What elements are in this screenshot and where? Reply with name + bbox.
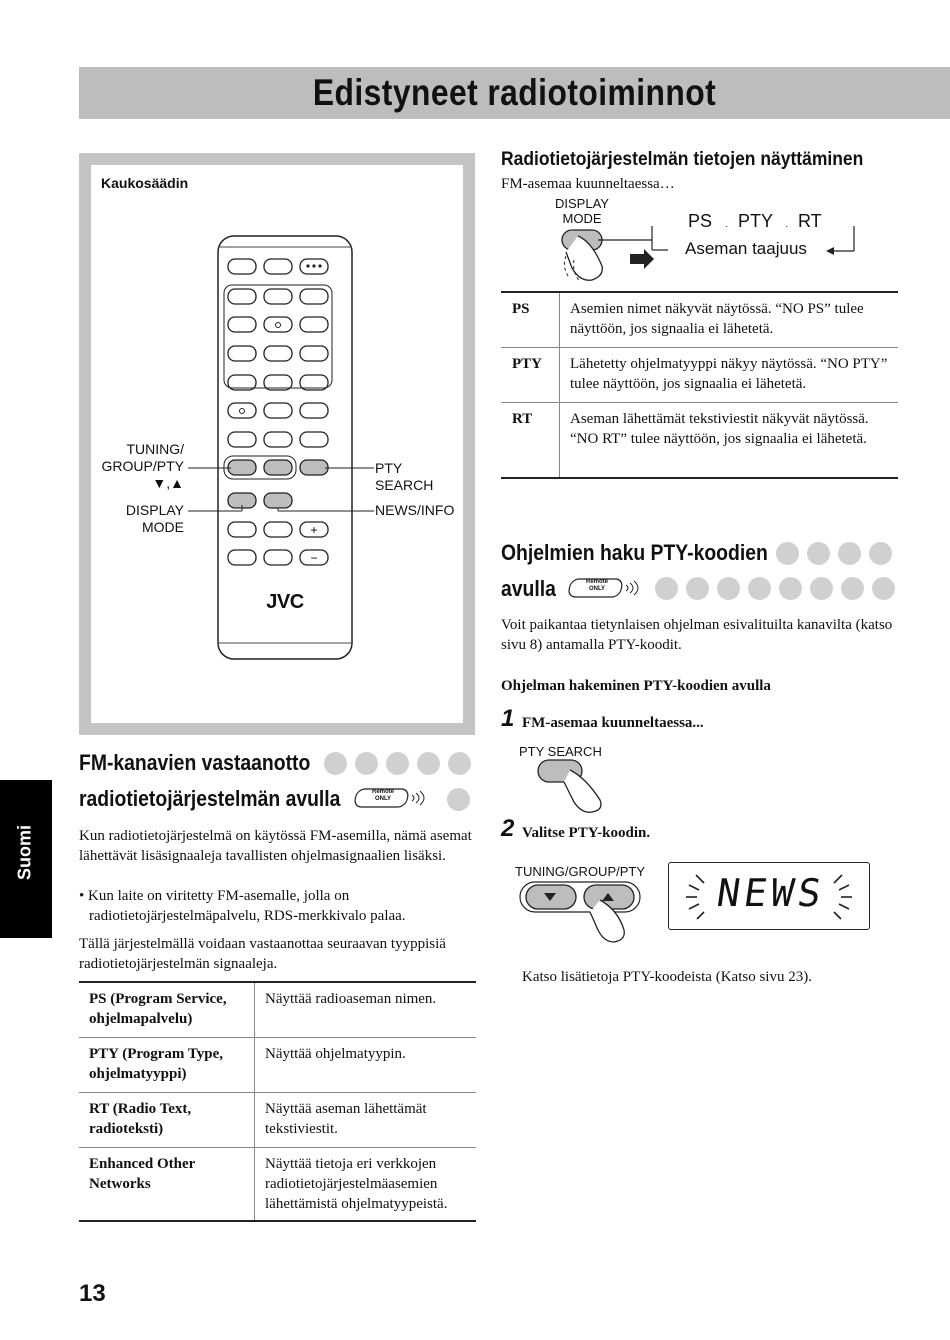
label-news-info: NEWS/INFO [375,502,455,518]
pty-intro: Voit paikantaa tietynlaisen ohjelman esivalituilta kanavilta (katso sivu 8) antamalla PTY-koodit. [501,617,893,653]
fm-paragraph-2: Tällä järjestelmällä voidaan vastaanottaa seuraavan tyyppisiä radiotietojärjestelmän signaaleja. [79,936,446,972]
page-title: Edistyneet radiotoiminnot [312,72,717,113]
lcd-display [668,862,870,930]
fm-table-row: Enhanced Other Networks Näyttää tietoja eri verkkojen radiotietojärjestelmäasemien lähettämistä ohjelmatyypeistä. [89,1156,448,1212]
fm-section-heading-line1: FM-kanavien vastaanotto [79,750,311,775]
display-section-heading: Radiotietojärjestelmän tietojen näyttäminen [501,149,864,170]
arrow-right-icon [630,249,654,269]
fm-heading-dots-1 [324,752,484,780]
fm-section-heading-line2: radiotietojärjestelmän avulla [79,786,341,811]
label-pty-search: PTY SEARCH [375,460,434,493]
flow-pty: PTY [738,211,774,231]
fm-signal-table [79,983,476,1212]
display-table-key: RT [512,411,533,427]
fm-table-row: PS (Program Service, ohjelmapalvelu) Näyttää radioaseman nimen. [89,991,437,1027]
flow-rt: RT [798,211,822,231]
tuning-button-label: TUNING/GROUP/PTY [515,864,646,879]
remote-caption: Kaukosäädin [101,175,189,191]
pty-search-button-label: PTY SEARCH [519,744,602,759]
fm-table-row: RT (Radio Text, radioteksti) Näyttää aseman lähettämät tekstiviestit. [89,1101,427,1137]
step-2-number: 2 [501,815,515,842]
display-section-intro: FM-asemaa kuunneltaessa… [501,176,675,192]
pressing-finger-icon [564,770,601,812]
flow-ps: PS [688,211,713,231]
fm-heading-dots-2 [447,788,478,816]
display-table-key: PS [512,301,530,317]
fm-paragraph-1: Kun radiotietojärjestelmä on käytössä FM-asemilla, nämä asemat lähettävät lisäsignaaleja tavallisten ohjelmasignaalien lisäksi. [79,828,472,864]
page-number: 13 [79,1280,106,1307]
language-tab-label: Suomi [14,825,35,881]
step-2-text: Valitse PTY-koodin. [522,825,651,841]
remote-brand-logo: JVC [266,591,304,613]
fm-table-row: PTY (Program Type, ohjelmatyyppi) Näyttää ohjelmatyypin. [89,1046,406,1082]
svg-text:+: + [310,523,318,537]
page-title-bar [79,67,950,119]
flow-frequency: Aseman taajuus [685,239,807,258]
display-info-table [501,293,898,478]
pty-heading-dots-1 [776,542,950,570]
display-table-bottom-rule [501,477,898,479]
pty-search-button-diagram [530,758,620,814]
fm-bullet: • Kun laite on viritetty FM-asemalle, jolla on radiotietojärjestelmäpalvelu, RDS-merkkivalo palaa. [79,888,406,924]
pty-heading-dots-2 [655,577,950,605]
tuning-buttons-diagram [518,878,648,950]
display-table-desc: Aseman lähettämät tekstiviestit näkyvät näytössä. “NO RT” tulee näyttöön, jos signaalia ei lähetetä. [570,411,869,447]
step-1-number: 1 [501,705,515,732]
display-table-key: PTY [512,356,542,372]
label-tuning: TUNING/ GROUP/PTY ▼,▲ [101,441,184,491]
remote-illustration-box [79,153,475,735]
lcd-text: NEWS [714,871,828,915]
display-table-desc: Asemien nimet näkyvät näytössä. “NO PS” tulee näyttöön, jos signaalia ei lähetetä. [570,301,864,337]
display-mode-button-label: DISPLAY MODE [555,196,609,226]
remote-illustration-inner [91,165,463,723]
fm-table-bottom-rule [79,1220,476,1222]
language-tab [0,780,52,938]
display-mode-flow-diagram [548,226,868,296]
pty-remote-only-badge: Remote ONLY [566,576,642,600]
pty-section-heading-line1: Ohjelmien haku PTY-koodien [501,540,768,565]
display-table-desc: Lähetetty ohjelmatyyppi näkyy näytössä. “NO PTY” tulee näyttöön, jos signaalia ei lähetetä. [570,356,888,392]
label-display-mode: DISPLAY MODE [125,502,184,535]
svg-text:−: − [310,551,318,565]
fm-remote-only-badge: Remote ONLY [352,786,428,810]
pty-section-heading-line2: avulla [501,576,556,601]
pty-note: Katso lisätietoja PTY-koodeista (Katso sivu 23). [522,969,812,985]
pty-subheading: Ohjelman hakeminen PTY-koodien avulla [501,678,771,694]
step-1-text: FM-asemaa kuunneltaessa... [522,715,704,731]
